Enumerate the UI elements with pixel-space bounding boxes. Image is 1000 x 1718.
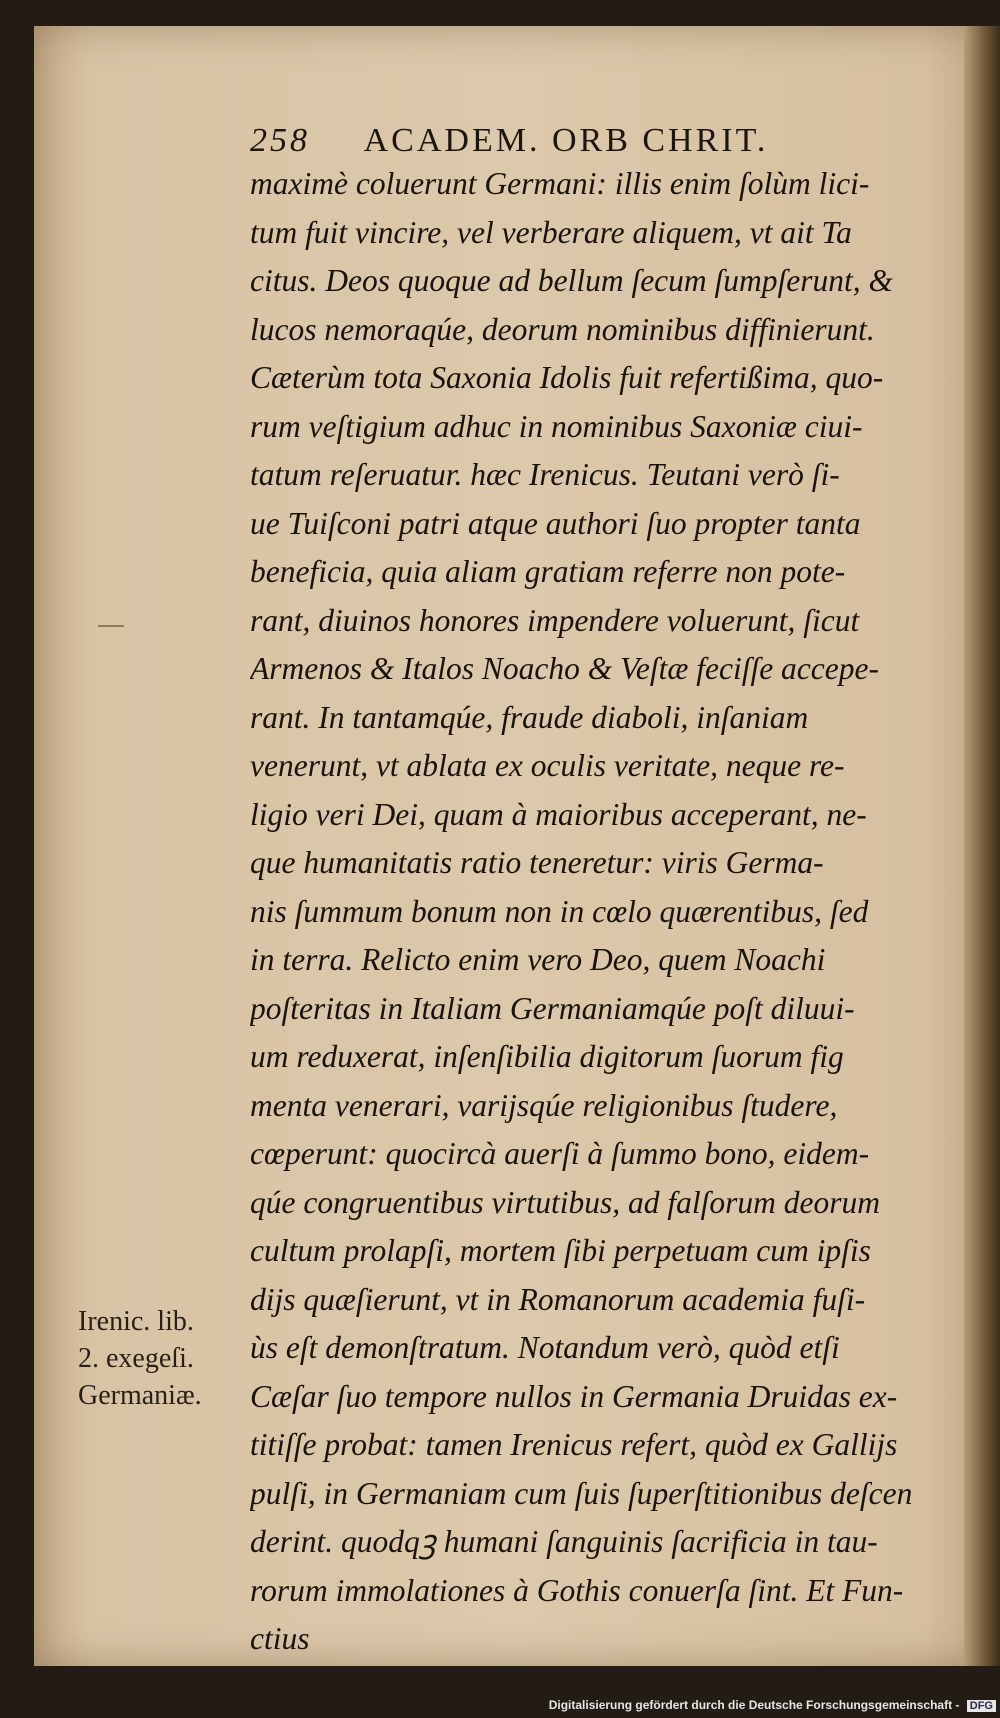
text-line: pulſi, in Germaniam cum ſuis ſuperſtitionibus deſcen — [250, 1475, 913, 1511]
text-line: ùs eſt demonſtratum. Notandum verò, quòd etſi — [250, 1330, 840, 1365]
text-line: qúe congruentibus virtutibus, ad falſorum deorum — [250, 1184, 880, 1220]
text-line: Cæterùm tota Saxonia Idolis fuit refertißima, quo- — [250, 360, 884, 395]
page-gutter-shadow — [964, 26, 1000, 1666]
text-line: titiſſe probat: tamen Irenicus refert, quòd ex Gallijs — [250, 1427, 898, 1462]
footer-credit: Digitalisierung gefördert durch die Deutsche Forschungsgemeinschaft - — [548, 1698, 960, 1712]
text-line: rum veſtigium adhuc in nominibus Saxoniæ ciui- — [250, 408, 863, 444]
text-line: lucos nemoraqúe, deorum nominibus diffinierunt. — [250, 311, 875, 347]
body-text — [250, 160, 950, 1664]
text-line: beneficia, quia aliam gratiam referre non pote- — [250, 554, 846, 589]
text-line: poſteritas in Italiam Germaniamqúe poſt diluui- — [250, 990, 855, 1026]
text-line: in terra. Relicto enim vero Deo, quem Noachi — [250, 942, 826, 977]
text-line: derint. quodqꝫ humani ſanguinis ſacrificia in tau- — [250, 1524, 878, 1559]
text-line: tatum reſeruatur. hæc Irenicus. Teutani verò ſi- — [250, 457, 840, 492]
text-line: ctius — [250, 1621, 310, 1656]
marginal-note-line: 2. exegeſi. — [78, 1343, 194, 1374]
marginal-note-line: Germaniæ. — [78, 1380, 202, 1411]
text-line: um reduxerat, inſenſibilia digitorum ſuorum fig — [250, 1039, 844, 1074]
text-line: ligio veri Dei, quam à maioribus acceperant, ne- — [250, 796, 867, 832]
text-line: rorum immolationes à Gothis conuerſa ſint. Et Fun- — [250, 1572, 904, 1608]
page-number: 258 — [250, 122, 310, 159]
text-line: Cæſar ſuo tempore nullos in Germania Druidas ex- — [250, 1378, 898, 1414]
text-line: rant. In tantamqúe, fraude diaboli, inſaniam — [250, 699, 809, 735]
text-line: maximè coluerunt Germani: illis enim ſolùm lici- — [250, 166, 870, 201]
dfg-logo: DFG — [967, 1700, 996, 1712]
text-line: cœperunt: quocircà auerſi à ſummo bono, eidem- — [250, 1136, 870, 1171]
running-header — [250, 122, 850, 162]
text-line: rant, diuinos honores impendere voluerunt, ſicut — [250, 602, 860, 638]
text-line: ue Tuiſconi patri atque authori ſuo propter tanta — [250, 505, 861, 541]
text-line: dijs quæſierunt, vt in Romanorum academia fuſi- — [250, 1281, 866, 1317]
text-line: nis ſummum bonum non in cœlo quærentibus, ſed — [250, 893, 869, 929]
margin-mark — [98, 625, 124, 627]
text-line: citus. Deos quoque ad bellum ſecum ſumpſerunt, & — [250, 263, 894, 298]
digitization-footer — [549, 1698, 996, 1718]
text-line: Armenos & Italos Noacho & Veſtæ feciſſe accepe- — [250, 651, 879, 686]
text-line: menta venerari, varijsqúe religionibus ſtudere, — [250, 1087, 838, 1123]
text-line: venerunt, vt ablata ex oculis veritate, neque re- — [250, 748, 845, 783]
running-title: ACADEM. ORB CHRIT. — [363, 122, 769, 159]
text-line: que humanitatis ratio teneretur: viris Germa- — [250, 845, 824, 880]
marginal-note — [78, 1303, 228, 1414]
text-line: tum fuit vincire, vel verberare aliquem, vt ait Ta — [250, 214, 852, 250]
marginal-note-line: Irenic. lib. — [78, 1306, 194, 1337]
text-line: cultum prolapſi, mortem ſibi perpetuam cum ipſis — [250, 1233, 871, 1268]
